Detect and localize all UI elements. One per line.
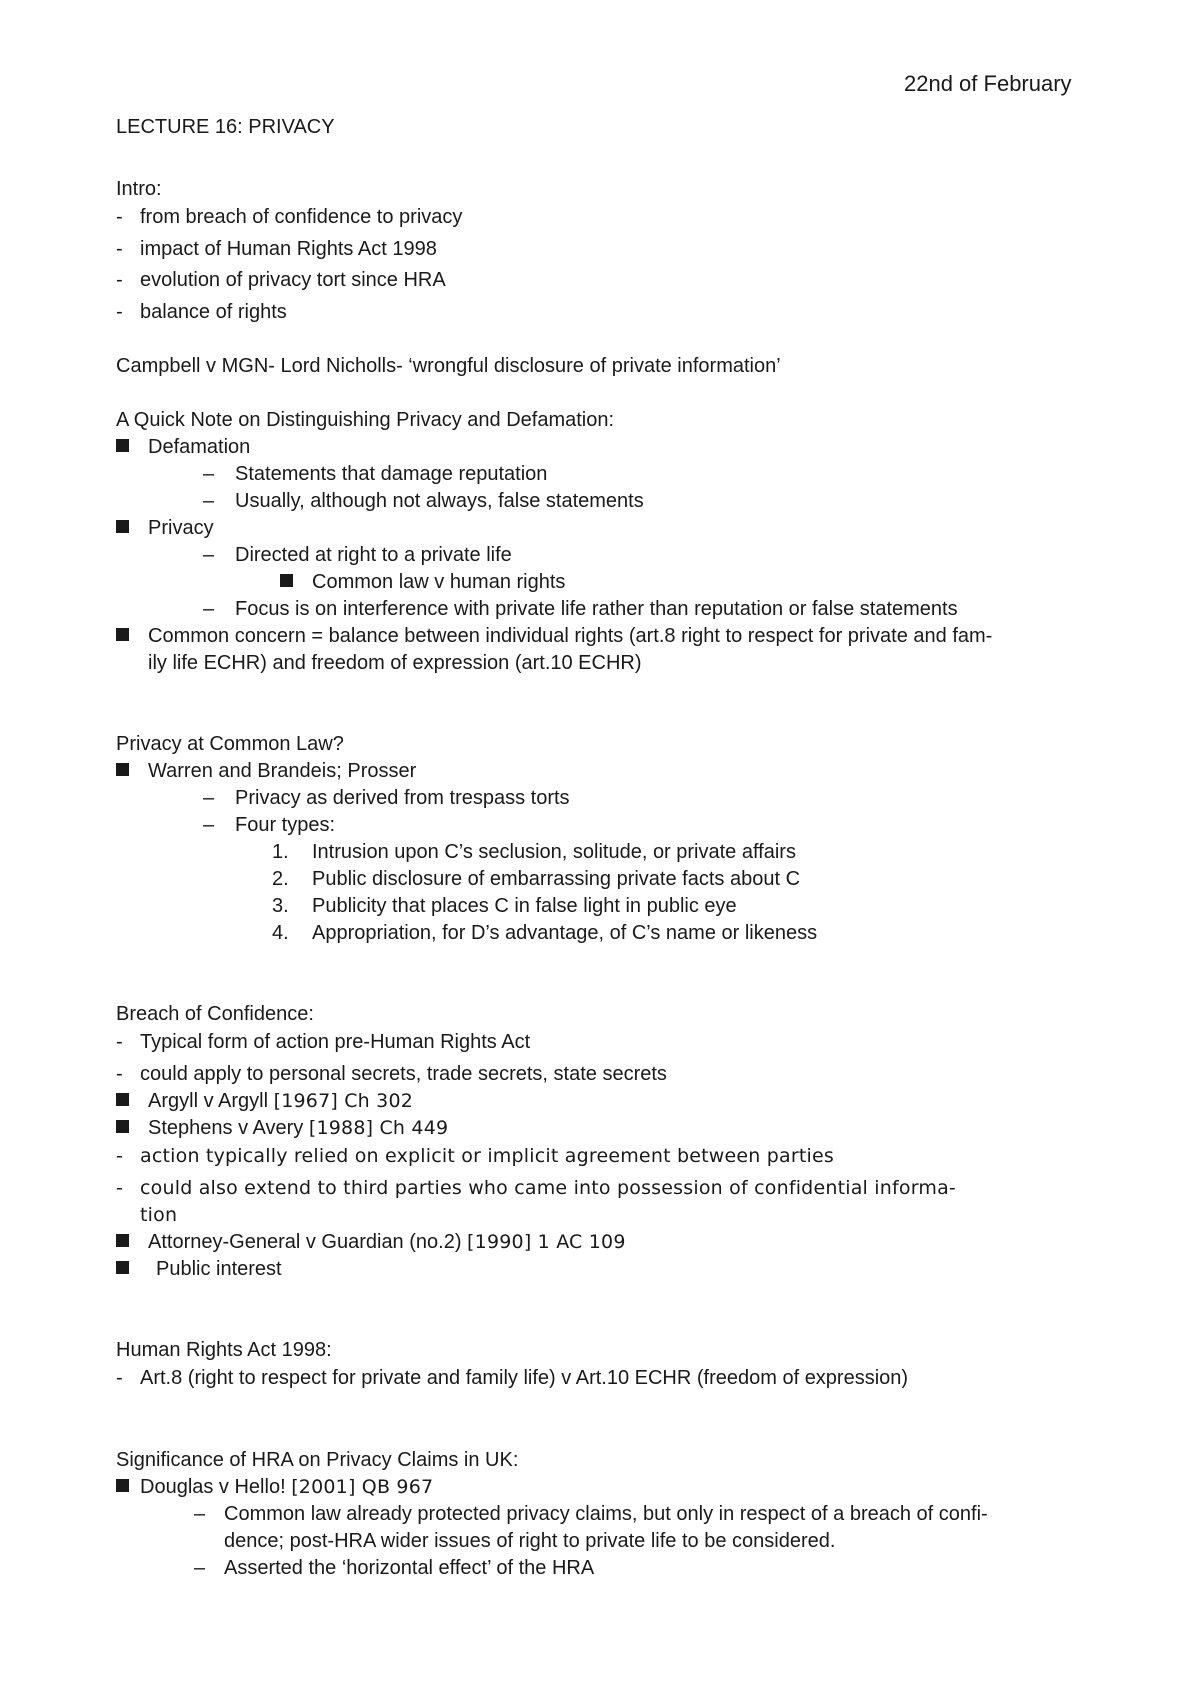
bullet-attorney-general: Attorney-General v Guardian (no.2) [1990] 1 AC 109 bbox=[116, 1230, 626, 1254]
common-law-heading: Privacy at Common Law? bbox=[116, 733, 344, 755]
significance-point-cont: dence; post-HRA wider issues of right to private life to be considered. bbox=[224, 1530, 836, 1552]
square-bullet-icon bbox=[280, 574, 293, 587]
common-law-point: – Privacy as derived from trespass torts bbox=[203, 787, 570, 809]
intro-heading: Intro: bbox=[116, 178, 162, 200]
intro-item: - evolution of privacy tort since HRA bbox=[116, 269, 446, 291]
distinguish-heading: A Quick Note on Distinguishing Privacy and Defamation: bbox=[116, 409, 615, 431]
bullet-defamation: Defamation bbox=[116, 435, 250, 459]
square-bullet-icon bbox=[116, 439, 129, 452]
defamation-point: – Usually, although not always, false statements bbox=[203, 490, 644, 512]
type-item: 2. Public disclosure of embarrassing private facts about C bbox=[272, 868, 801, 890]
date: 22nd of February bbox=[904, 71, 1072, 96]
common-concern-cont: ily life ECHR) and freedom of expression (art.10 ECHR) bbox=[148, 652, 642, 674]
square-bullet-icon bbox=[116, 1234, 129, 1247]
significance-point: – Common law already protected privacy claims, but only in respect of a breach of confi- bbox=[194, 1503, 988, 1525]
significance-point: – Asserted the ‘horizontal effect’ of the HRA bbox=[194, 1557, 595, 1579]
square-bullet-icon bbox=[116, 1120, 129, 1133]
bullet-stephens: Stephens v Avery [1988] Ch 449 bbox=[116, 1116, 448, 1140]
type-item: 3. Publicity that places C in false light in public eye bbox=[272, 895, 737, 917]
bullet-privacy: Privacy bbox=[116, 516, 214, 540]
breach-item: - Typical form of action pre-Human Rights Act bbox=[116, 1031, 531, 1053]
intro-item: - from breach of confidence to privacy bbox=[116, 206, 463, 228]
campbell-line: Campbell v MGN- Lord Nicholls- ‘wrongful disclosure of private information’ bbox=[116, 355, 781, 377]
bullet-warren: Warren and Brandeis; Prosser bbox=[116, 759, 416, 783]
common-law-point: – Four types: bbox=[203, 814, 336, 836]
page-title: LECTURE 16: PRIVACY bbox=[116, 116, 335, 138]
square-bullet-icon bbox=[116, 763, 129, 776]
breach-heading: Breach of Confidence: bbox=[116, 1003, 314, 1025]
bullet-common-concern: Common concern = balance between individual rights (art.8 right to respect for private and fam- bbox=[116, 624, 992, 648]
bullet-douglas: Douglas v Hello! [2001] QB 967 bbox=[116, 1475, 433, 1499]
bullet-public-interest: Public interest bbox=[116, 1257, 282, 1281]
privacy-subpoint: Common law v human rights bbox=[280, 570, 565, 594]
defamation-point: – Statements that damage reputation bbox=[203, 463, 548, 485]
type-item: 4. Appropriation, for D’s advantage, of C’s name or likeness bbox=[272, 922, 818, 944]
square-bullet-icon bbox=[116, 520, 129, 533]
square-bullet-icon bbox=[116, 1261, 129, 1274]
breach-item: - action typically relied on explicit or implicit agreement between parties bbox=[116, 1145, 834, 1167]
breach-item-cont: tion bbox=[140, 1204, 178, 1226]
privacy-point: – Directed at right to a private life bbox=[203, 544, 512, 566]
hra-item: - Art.8 (right to respect for private and family life) v Art.10 ECHR (freedom of expression) bbox=[116, 1367, 909, 1389]
breach-item: - could also extend to third parties who came into possession of confidential informa- bbox=[116, 1177, 956, 1199]
privacy-point: – Focus is on interference with private life rather than reputation or false statements bbox=[203, 598, 958, 620]
square-bullet-icon bbox=[116, 1479, 129, 1492]
significance-heading: Significance of HRA on Privacy Claims in UK: bbox=[116, 1449, 519, 1471]
square-bullet-icon bbox=[116, 1093, 129, 1106]
type-item: 1. Intrusion upon C’s seclusion, solitude, or private affairs bbox=[272, 841, 796, 863]
hra-heading: Human Rights Act 1998: bbox=[116, 1339, 332, 1361]
bullet-argyll: Argyll v Argyll [1967] Ch 302 bbox=[116, 1089, 413, 1113]
intro-item: - balance of rights bbox=[116, 301, 287, 323]
intro-item: - impact of Human Rights Act 1998 bbox=[116, 238, 437, 260]
square-bullet-icon bbox=[116, 628, 129, 641]
breach-item: - could apply to personal secrets, trade secrets, state secrets bbox=[116, 1063, 667, 1085]
